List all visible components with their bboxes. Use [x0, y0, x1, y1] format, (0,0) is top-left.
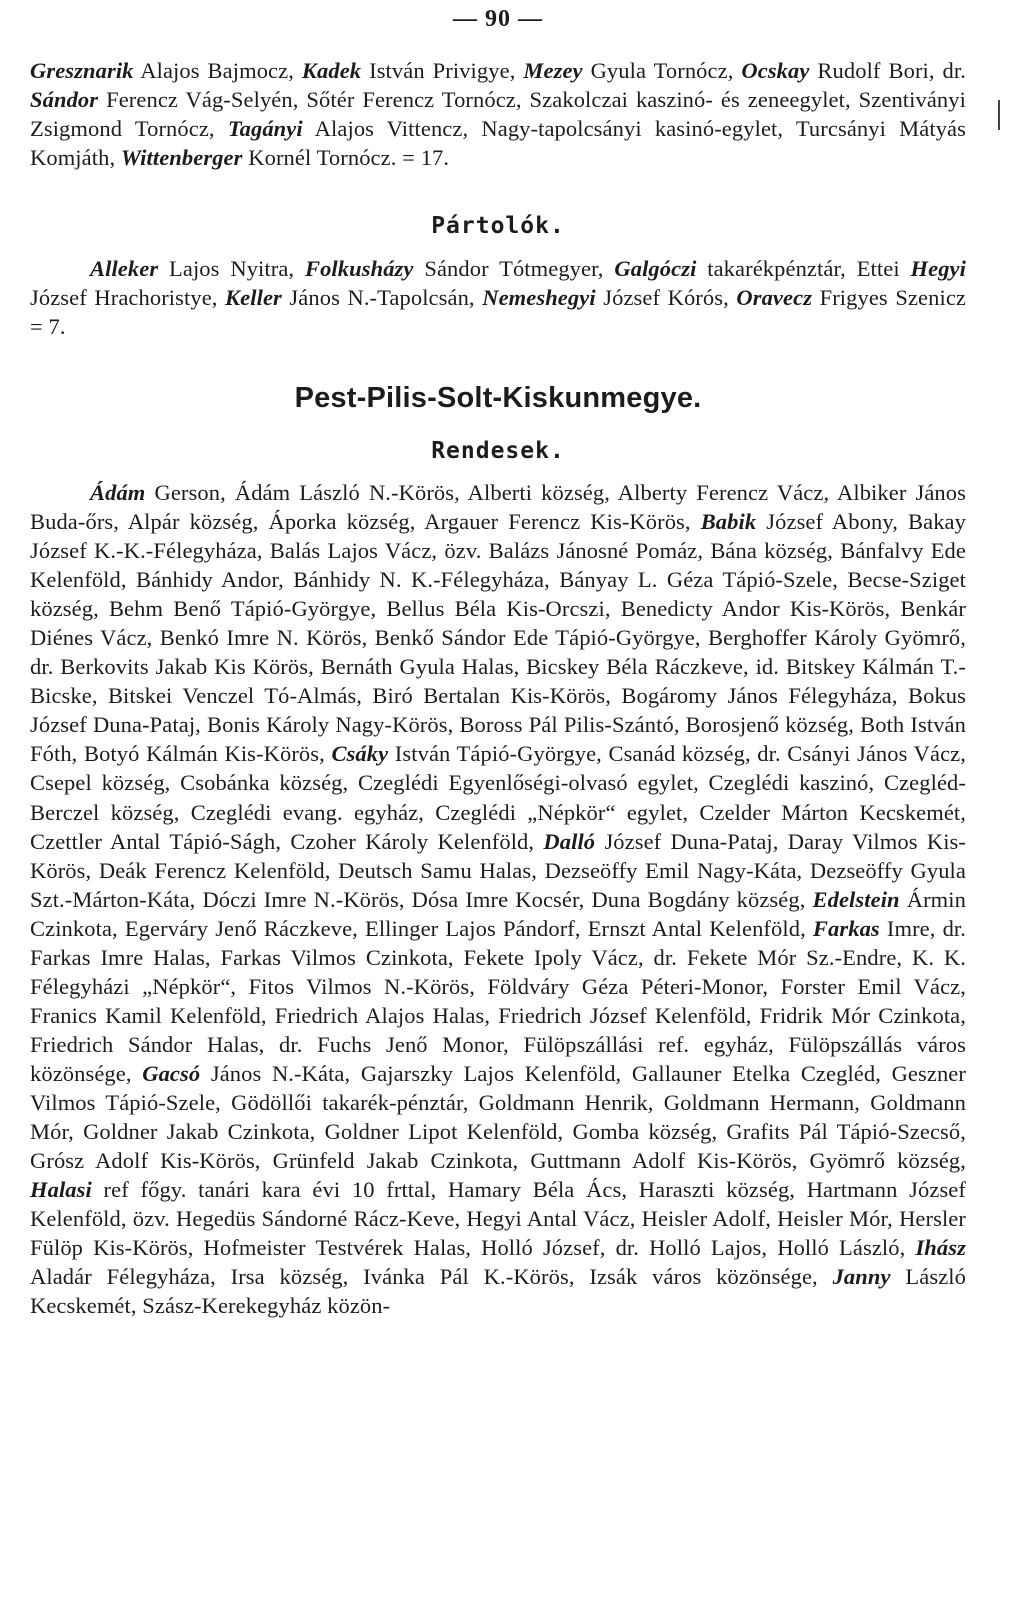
emphasized-name: Gresznarik — [30, 58, 134, 83]
text-run: Rudolf Bori, dr. — [809, 58, 966, 83]
emphasized-name: Mezey — [523, 58, 583, 83]
text-run: József Abony, Bakay József K.-K.-Félegyháza, Balás Lajos Vácz, özv. Balázs Jánosné Pomáz, Bána község, Bánfalvy Ede Kelenföld, Bánhidy Andor, Bánhidy N. K.-Félegyháza, Bányay L. Géza Tápió-Szele, Becse-Sziget község, Behm Benő Tápió-Györgye, Bellus Béla Kis-Orcszi, Benedicty Andor Kis-Körös, Benkár Diénes Vácz, Benkó Imre N. Körös, Benkő Sándor Ede Tápió-Györgye, Berghoffer Károly Gyömrő, dr. Berkovits Jakab Kis Körös, Bernáth Gyula Halas, Bicskey Béla Ráczkeve, id. Bitskey Kálmán T.-Bicske, Bitskei Venczel Tó-Almás, Biró Bertalan Kis-Körös, Bogáromy János Félegyháza, Bokus József Duna-Pataj, Bonis Károly Nagy-Körös, Boross Pál Pilis-Szántó, Borosjenő község, Both István Fóth, Botyó Kálmán Kis-Körös, — [30, 509, 966, 767]
text-run: ref főgy. tanári kara évi 10 frttal, Hamary Béla Ács, Haraszti község, Hartmann József Kelenföld, özv. Hegedüs Sándorné Rácz-Keve, Hegyi Antal Vácz, Heisler Adolf, Heisler Mór, Hersler Fülöp Kis-Körös, Hofmeister Testvérek Halas, Holló József, dr. Holló Lajos, Holló László, — [30, 1177, 966, 1261]
page-number: — 90 — — [453, 6, 543, 32]
emphasized-name: Nemeshegyi — [482, 284, 596, 310]
text-run: János N.-Tapolcsán, — [281, 284, 483, 310]
margin-mark — [998, 100, 1000, 130]
emphasized-name: Janny — [832, 1264, 891, 1290]
emphasized-name: Hegyi — [910, 256, 966, 281]
emphasized-name: Keller — [225, 284, 282, 310]
text-run: László Kecskemét, Szász-Kerekegyház közön- — [30, 1264, 966, 1319]
text-run: Alajos Bajmocz, — [133, 58, 302, 83]
emphasized-name: Csáky — [331, 741, 389, 767]
emphasized-name: Gacsó — [142, 1060, 201, 1086]
text-run: Imre, dr. Farkas Imre Halas, Farkas Vilmos Czinkota, Fekete Ipoly Vácz, dr. Fekete Mór Sz.-Endre, K. K. Félegyházi „Népkör“, Fitos Vilmos N.-Körös, Földváry Géza Péteri-Monor, Forster Emil Vácz, Franics Kamil Kelenföld, Friedrich Alajos Halas, Friedrich József Kelenföld, Fridrik Mór Czinkota, Friedrich Sándor Halas, dr. Fuchs Jenő Monor, Fülöpszállási ref. egyház, Fülöpszállás város közönsége, — [30, 915, 966, 1086]
emphasized-name: Ihász — [915, 1235, 966, 1261]
emphasized-name: Wittenberger — [120, 144, 243, 170]
rendesek-heading: Rendesek. — [431, 438, 565, 464]
emphasized-name: Farkas — [812, 915, 880, 941]
partolok-paragraph — [30, 255, 966, 342]
text-run: Sándor Tótmegyer, — [413, 256, 615, 281]
rendesek-paragraph — [30, 478, 966, 1320]
text-run: Gyula Tornócz, — [582, 58, 742, 83]
text-run: Gerson, Ádám László N.-Körös, Alberti község, Alberty Ferencz Vácz, Albiker János Buda-őrs, Alpár község, Áporka község, Argauer Ferencz Kis-Körös, — [30, 480, 966, 535]
emphasized-name: Alleker — [90, 256, 159, 281]
text-run: Kornél Tornócz. = 17. — [242, 144, 450, 170]
emphasized-name: Kadek — [301, 58, 362, 83]
county-heading: Pest-Pilis-Solt-Kiskunmegye. — [294, 382, 702, 414]
emphasized-name: Oravecz — [736, 284, 813, 310]
partolok-heading: Pártolók. — [431, 213, 565, 239]
text-run: Alajos Vittencz, Nagy-tapolcsányi kasinó-egylet, Turcsányi Mátyás Komjáth, — [30, 115, 966, 170]
text-run: János N.-Káta, Gajarszky Lajos Kelenföld, Gallauner Etelka Czegléd, Geszner Vilmos Tápió-Szele, Gödöllői takarék-pénztár, Goldmann Henrik, Goldmann Hermann, Goldmann Mór, Goldner Jakab Czinkota, Goldner Lipot Kelenföld, Gomba község, Grafits Pál Tápió-Szecső, Grósz Adolf Kis-Körös, Grünfeld Jakab Czinkota, Guttmann Adolf Kis-Körös, Gyömrő község, — [30, 1060, 966, 1174]
text-run: Aladár Félegyháza, Irsa község, Ivánka Pál K.-Körös, Izsák város közönsége, — [30, 1264, 833, 1290]
emphasized-name: Ádám — [90, 480, 146, 505]
emphasized-name: Galgóczi — [614, 256, 697, 281]
text-run: István Tápió-Györgye, Csanád község, dr. Csányi János Vácz, Csepel község, Csobánka község, Czeglédi Egyenlőségi-olvasó egylet, Czeglédi kaszinó, Czegléd-Berczel község, Czeglédi evang. egyház, Czeglédi „Népkör“ egylet, Czelder Márton Kecskemét, Czettler Antal Tápió-Ságh, Czoher Károly Kelenföld, — [30, 741, 966, 854]
emphasized-name: Dalló — [543, 828, 596, 854]
text-run: takarékpénztár, Ettei — [696, 256, 911, 281]
emphasized-name: Halasi — [30, 1177, 92, 1203]
text-run: József Hrachoristye, — [30, 284, 226, 310]
text-run: József Kórós, — [595, 284, 737, 310]
text-run: Frigyes Szenicz = 7. — [30, 284, 966, 339]
text-run: István Privigye, — [361, 58, 524, 83]
text-run: Ármin Czinkota, Egerváry Jenő Ráczkeve, Ellinger Lajos Pándorf, Ernszt Antal Kelenföld, — [30, 886, 966, 941]
intro-paragraph — [30, 57, 966, 173]
emphasized-name: Sándor — [30, 86, 99, 112]
text-run: József Duna-Pataj, Daray Vilmos Kis-Körös, Deák Ferencz Kelenföld, Deutsch Samu Halas, Dezseöffy Emil Nagy-Káta, Dezseöffy Gyula Szt.-Márton-Káta, Dóczi Imre N.-Körös, Dósa Imre Kocsér, Duna Bogdány község, — [30, 828, 966, 912]
emphasized-name: Tagányi — [227, 115, 303, 141]
emphasized-name: Babik — [700, 509, 757, 535]
emphasized-name: Folkusházy — [304, 256, 414, 281]
text-run: Ferencz Vág-Selyén, Sőtér Ferencz Tornócz, Szakolczai kaszinó- és zeneegylet, Szentiványi Zsigmond Tornócz, — [30, 86, 966, 141]
text-run: Lajos Nyitra, — [158, 256, 305, 281]
emphasized-name: Edelstein — [812, 886, 900, 912]
emphasized-name: Ocskay — [741, 58, 810, 83]
